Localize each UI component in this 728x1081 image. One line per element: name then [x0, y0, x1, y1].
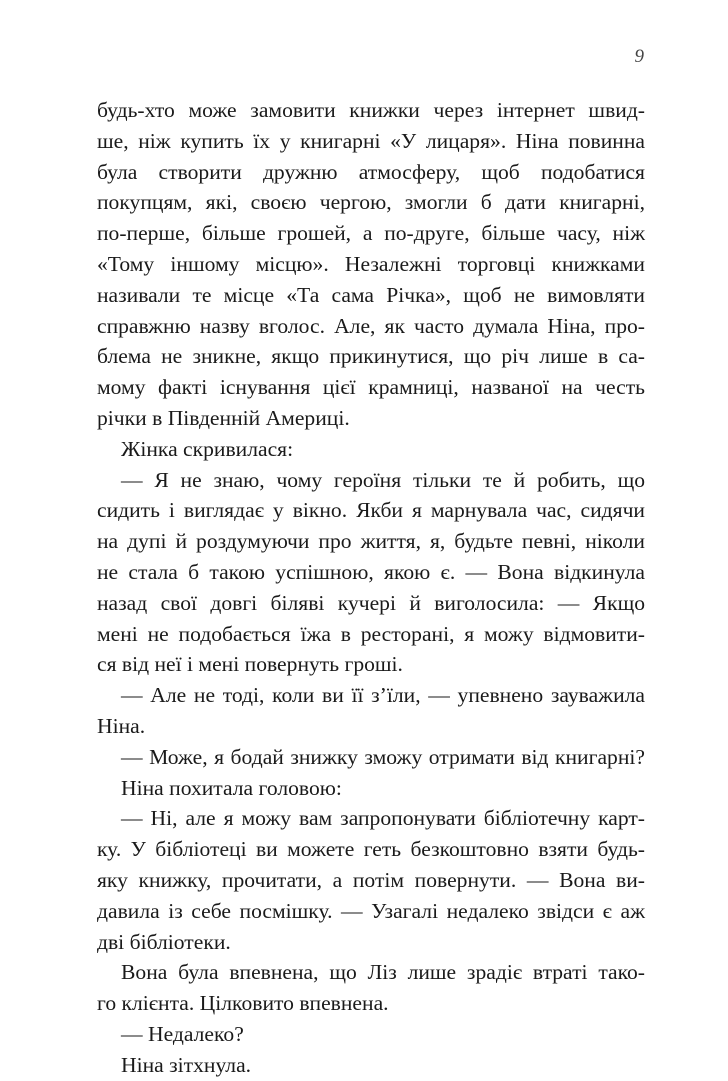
text-line: — Я не знаю, чому героїня тільки те й робить, що [121, 467, 645, 492]
text-line: «Тому іншому місцю». Незалежні торговці книжками [97, 251, 645, 276]
text-line: Ніна зітхнула. [121, 1052, 252, 1077]
text-line: будь-хто може замовити книжки через інтернет швид- [97, 98, 645, 122]
text-line: го клієнта. Цілковито впевнена. [97, 991, 389, 1016]
text-line: — Недалеко? [121, 1021, 244, 1046]
text-line: Ніна похитала головою: [121, 775, 342, 800]
text-line: мому факті існування цієї крамниці, названої на честь [97, 375, 645, 400]
text-line: на дупі й роздумуючи про життя, я, будьте певні, ніколи [97, 529, 645, 554]
page-number: 9 [634, 46, 644, 67]
text-line: давила із себе посмішку. — Узагалі недалеко звідси є аж [97, 898, 645, 923]
text-line: Вона була впевнена, що Ліз лише зрадіє втраті тако- [121, 960, 645, 985]
text-line: називали те місце «Та сама Річка», щоб не вимовляти [97, 282, 645, 307]
text-line: покупцям, які, своєю чергою, змогли б дати книгарні, [97, 190, 645, 215]
text-line: мені не подобається їжа в ресторані, я можу відмовити- [97, 621, 645, 646]
text-line: Ніна. [97, 713, 146, 738]
text-line: яку книжку, прочитати, а потім повернути. — Вона ви- [97, 867, 645, 892]
text-line: — Але не тоді, коли ви її з’їли, — упевнено зауважила [121, 683, 645, 708]
text-line: ку. У бібліотеці ви можете геть безкоштовно взяти будь- [97, 837, 645, 862]
text-line: назад свої довгі біляві кучері й виголосила: — Якщо [97, 590, 645, 615]
text-line: ся від неї і мені повернуть гроші. [97, 652, 403, 677]
text-line: річки в Південній Америці. [97, 405, 350, 430]
text-line: була створити дружню атмосферу, щоб подобатися [97, 159, 645, 184]
text-line: Жінка скривилася: [121, 436, 294, 461]
text-line: ше, ніж купить їх у книгарні «У лицаря». Ніна повинна [97, 128, 645, 153]
text-line: — Може, я бодай знижку зможу отримати від книгарні? [121, 744, 645, 769]
text-line: по-перше, більше грошей, а по-друге, більше часу, ніж [97, 221, 645, 246]
text-line: — Ні, але я можу вам запропонувати бібліотечну карт- [121, 806, 645, 831]
text-line: сидить і виглядає у вікно. Якби я марнувала час, сидячи [97, 498, 645, 523]
text-line: дві бібліотеки. [97, 929, 231, 954]
body-text [97, 95, 645, 1081]
text-line: блема не зникне, якщо прикинутися, що річ лише в са- [97, 344, 645, 369]
text-line: не стала б такою успішною, якою є. — Вона відкинула [97, 559, 645, 584]
text-line: справжню назву вголос. Але, як часто думала Ніна, про- [97, 313, 645, 338]
